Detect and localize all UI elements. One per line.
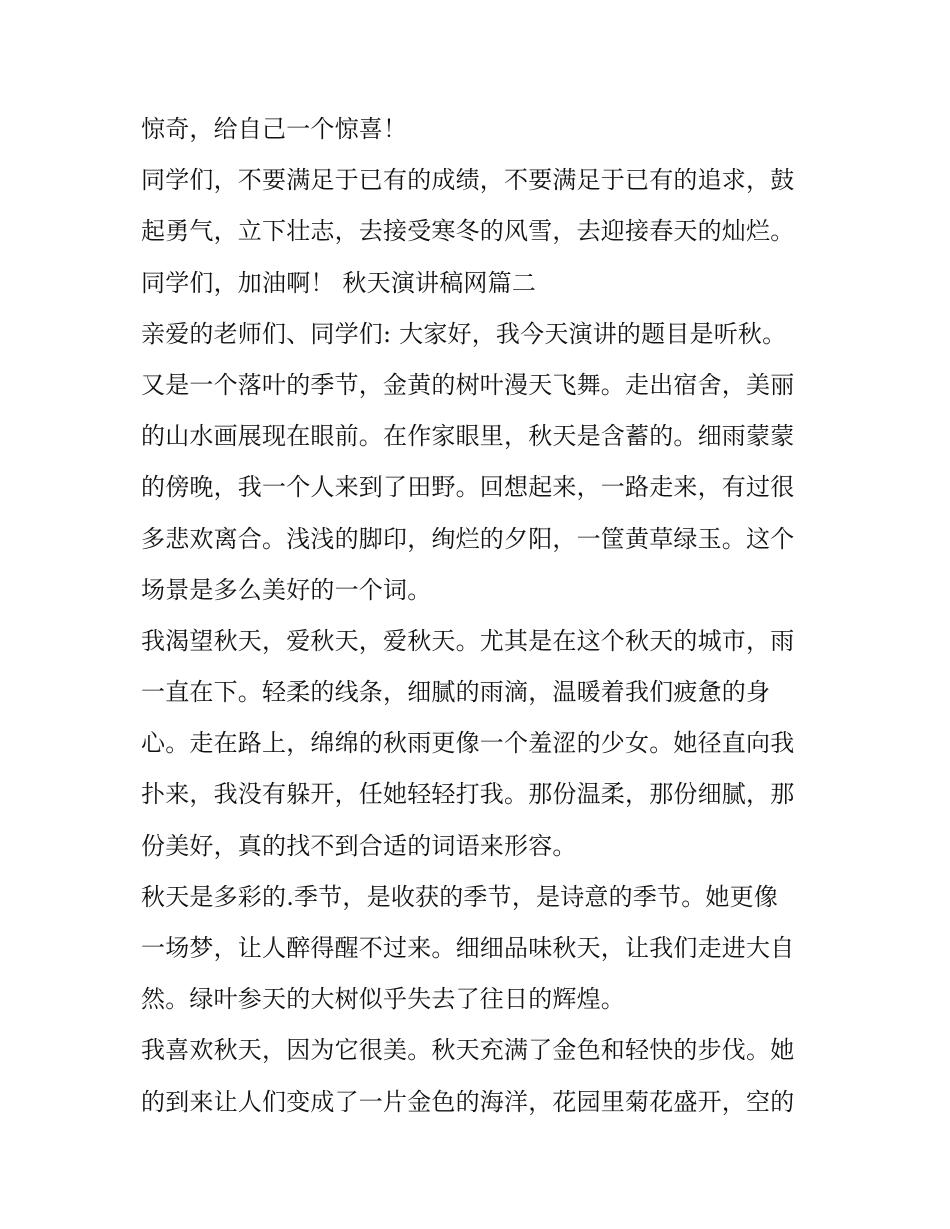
text-line: 多悲欢离合。浅浅的脚印，绚烂的夕阳，一筐黄草绿玉。这个 — [141, 524, 795, 553]
text-line: 同学们，加油啊！ 秋天演讲稿网篇二 — [141, 268, 537, 297]
text-line: 一场梦，让人醉得醒不过来。细细品味秋天，让我们走进大自 — [141, 934, 795, 962]
text-line: 秋天是多彩的.季节，是收获的季节，是诗意的季节。她更像 — [141, 882, 779, 911]
text-line: 亲爱的老师们、同学们: 大家好，我今天演讲的题目是听秋。 — [141, 319, 787, 348]
text-line: 心。走在路上，绵绵的秋雨更像一个羞涩的少女。她径直向我 — [141, 729, 795, 758]
text-line: 我喜欢秋天，因为它很美。秋天充满了金色和轻快的步伐。她 — [141, 1036, 795, 1065]
text-line: 惊奇，给自己一个惊喜！ — [141, 115, 408, 143]
text-line: 的傍晚，我一个人来到了田野。回想起来，一路走来，有过很 — [141, 473, 795, 502]
text-line: 的到来让人们变成了一片金色的海洋，花园里菊花盛开，空的 — [141, 1087, 795, 1116]
text-line: 一直在下。轻柔的线条，细腻的雨滴，温暖着我们疲惫的身 — [141, 678, 771, 707]
text-line: 的山水画展现在眼前。在作家眼里，秋天是含蓄的。细雨蒙蒙 — [141, 422, 795, 451]
text-line: 然。绿叶参天的大树似乎失去了往日的辉煌。 — [141, 985, 625, 1014]
text-line: 份美好，真的找不到合适的词语来形容。 — [141, 831, 577, 860]
text-line: 又是一个落叶的季节，金黄的树叶漫天飞舞。走出宿舍，美丽 — [141, 370, 795, 399]
body-text — [141, 108, 821, 1132]
text-line: 我渴望秋天，爱秋天，爱秋天。尤其是在这个秋天的城市，雨 — [141, 626, 795, 655]
text-line: 扑来，我没有躲开，任她轻轻打我。那份温柔，那份细腻，那 — [141, 780, 795, 809]
text-line: 场景是多么美好的一个词。 — [141, 575, 432, 604]
text-line: 起勇气，立下壮志，去接受寒冬的风雪，去迎接春天的灿烂。 — [141, 217, 795, 246]
text-line: 同学们，不要满足于已有的成绩，不要满足于已有的追求，鼓 — [141, 166, 795, 195]
